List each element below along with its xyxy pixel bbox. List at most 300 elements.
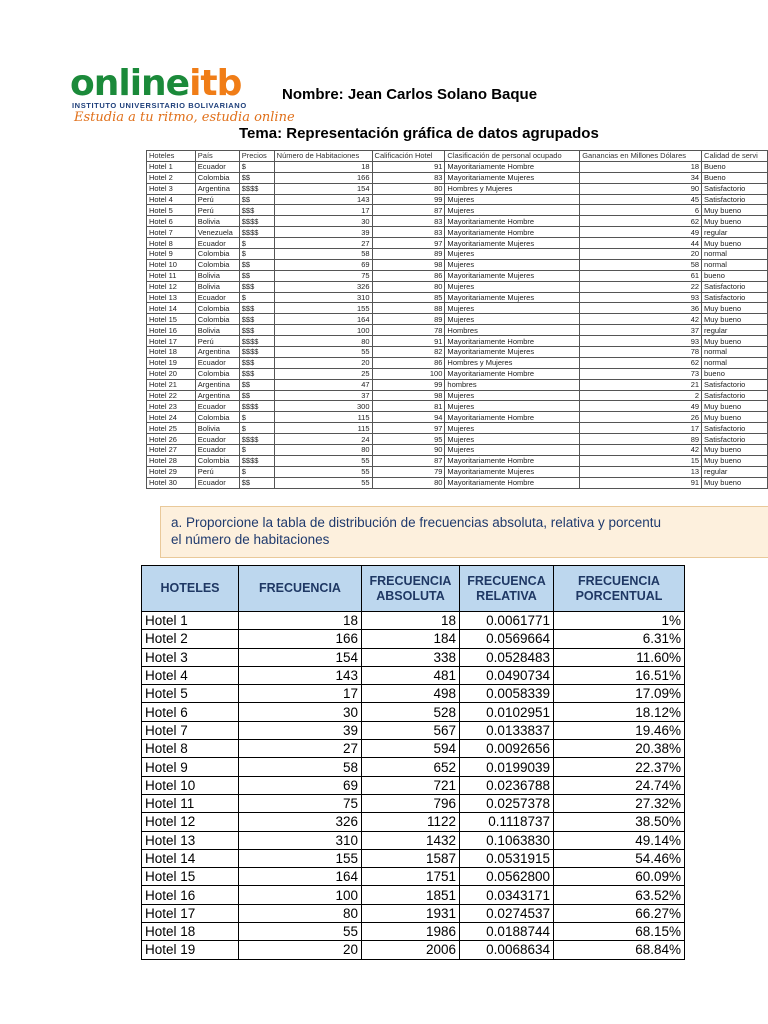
table-cell: 22.37% [554, 758, 685, 776]
table-cell: Mayoritariamente Mujeres [445, 292, 580, 303]
table-cell: 88 [372, 303, 445, 314]
table-cell: 55 [239, 923, 362, 941]
table-cell: Satisfactorio [702, 379, 768, 390]
table-cell: Hotel 20 [147, 368, 196, 379]
table-cell: $$ [239, 390, 274, 401]
table-cell: Mayoritariamente Mujeres [445, 172, 580, 183]
frequency-table-header-row [142, 566, 685, 612]
table-cell: 80 [239, 904, 362, 922]
table-row [147, 259, 768, 270]
table-row [147, 390, 768, 401]
table-cell: $$ [239, 194, 274, 205]
table-row [147, 445, 768, 456]
table-cell: Muy bueno [702, 314, 768, 325]
table-cell: bueno [702, 368, 768, 379]
table-cell: Muy bueno [702, 303, 768, 314]
table-row [147, 249, 768, 260]
table-cell: Ecuador [195, 434, 239, 445]
table-cell: Mayoritariamente Hombre [445, 227, 580, 238]
table-cell: Mayoritariamente Hombre [445, 368, 580, 379]
table-cell: Colombia [195, 259, 239, 270]
table-cell: 80 [274, 445, 372, 456]
table-row [142, 630, 685, 648]
table-row [147, 336, 768, 347]
table-cell: Mujeres [445, 423, 580, 434]
table-cell: Hotel 1 [147, 161, 196, 172]
table-cell: Satisfactorio [702, 423, 768, 434]
table-row [147, 368, 768, 379]
table-cell: Mujeres [445, 205, 580, 216]
table-cell: 0.0236788 [460, 776, 554, 794]
table-cell: Perú [195, 336, 239, 347]
table-cell: 45 [580, 194, 702, 205]
question-line-2: el número de habitaciones [171, 532, 330, 547]
table-cell: normal [702, 249, 768, 260]
table-cell: 24 [274, 434, 372, 445]
table-cell: Mujeres [445, 194, 580, 205]
table-cell: 55 [274, 477, 372, 488]
table-cell: $ [239, 292, 274, 303]
table-cell: 143 [239, 666, 362, 684]
table-cell: 25 [274, 368, 372, 379]
table-cell: 75 [239, 794, 362, 812]
table-cell: 69 [274, 259, 372, 270]
table-cell: 97 [372, 238, 445, 249]
table-cell: 0.0133837 [460, 721, 554, 739]
column-header: Clasificación de personal ocupado [445, 151, 580, 162]
table-cell: 42 [580, 445, 702, 456]
table-row [147, 325, 768, 336]
table-cell: Ecuador [195, 445, 239, 456]
table-cell: 567 [362, 721, 460, 739]
table-cell: Argentina [195, 347, 239, 358]
table-cell: Mujeres [445, 249, 580, 260]
table-cell: 17 [580, 423, 702, 434]
table-cell: Hotel 4 [142, 666, 239, 684]
table-cell: 78 [580, 347, 702, 358]
table-cell: 44 [580, 238, 702, 249]
table-cell: regular [702, 227, 768, 238]
table-cell: 18 [362, 612, 460, 630]
table-row [142, 758, 685, 776]
table-cell: 91 [580, 477, 702, 488]
table-cell: regular [702, 325, 768, 336]
table-cell: 18 [239, 612, 362, 630]
table-cell: Mujeres [445, 445, 580, 456]
table-cell: 154 [239, 648, 362, 666]
table-cell: $$$ [239, 205, 274, 216]
table-cell: 0.0199039 [460, 758, 554, 776]
table-row [147, 379, 768, 390]
table-cell: Mujeres [445, 314, 580, 325]
table-cell: Hotel 12 [147, 281, 196, 292]
table-cell: Hotel 2 [142, 630, 239, 648]
table-row [147, 194, 768, 205]
table-cell: $$$$ [239, 227, 274, 238]
table-cell: Hotel 28 [147, 455, 196, 466]
table-cell: 326 [274, 281, 372, 292]
table-cell: Hotel 11 [147, 270, 196, 281]
table-cell: Muy bueno [702, 238, 768, 249]
table-cell: 60.09% [554, 868, 685, 886]
table-cell: Muy bueno [702, 216, 768, 227]
table-row [147, 412, 768, 423]
frequency-table-body [142, 612, 685, 960]
table-cell: Ecuador [195, 161, 239, 172]
table-cell: 18 [580, 161, 702, 172]
table-cell: Hotel 7 [147, 227, 196, 238]
table-cell: 1751 [362, 868, 460, 886]
table-cell: 100 [372, 368, 445, 379]
table-cell: Hotel 11 [142, 794, 239, 812]
table-row [147, 401, 768, 412]
table-cell: 0.1118737 [460, 813, 554, 831]
table-cell: 18 [274, 161, 372, 172]
table-cell: Hotel 9 [147, 249, 196, 260]
table-cell: 166 [274, 172, 372, 183]
table-cell: 98 [372, 390, 445, 401]
table-row [147, 172, 768, 183]
table-row [142, 740, 685, 758]
table-cell: $ [239, 412, 274, 423]
table-cell: 310 [239, 831, 362, 849]
table-cell: 89 [580, 434, 702, 445]
table-cell: Hotel 17 [142, 904, 239, 922]
table-cell: Hotel 7 [142, 721, 239, 739]
table-cell: 20 [274, 357, 372, 368]
table-cell: Perú [195, 194, 239, 205]
table-cell: 27 [239, 740, 362, 758]
table-cell: 24.74% [554, 776, 685, 794]
table-cell: 55 [274, 455, 372, 466]
table-cell: 16.51% [554, 666, 685, 684]
table-cell: Muy bueno [702, 445, 768, 456]
table-cell: 100 [274, 325, 372, 336]
table-cell: 93 [580, 292, 702, 303]
table-cell: Colombia [195, 314, 239, 325]
table-cell: 1% [554, 612, 685, 630]
table-cell: Hotel 8 [142, 740, 239, 758]
table-cell: Muy bueno [702, 205, 768, 216]
table-cell: Satisfactorio [702, 434, 768, 445]
table-cell: 87 [372, 455, 445, 466]
table-row [142, 721, 685, 739]
table-cell: 184 [362, 630, 460, 648]
table-cell: Hotel 30 [147, 477, 196, 488]
table-cell: Hotel 10 [147, 259, 196, 270]
table-row [142, 904, 685, 922]
table-cell: Satisfactorio [702, 390, 768, 401]
table-cell: 27 [274, 238, 372, 249]
table-cell: Bueno [702, 172, 768, 183]
logo-subtitle: INSTITUTO UNIVERSITARIO BOLIVARIANO [72, 101, 247, 110]
table-cell: 155 [239, 849, 362, 867]
table-cell: Hotel 21 [147, 379, 196, 390]
table-cell: 164 [274, 314, 372, 325]
table-row [147, 314, 768, 325]
table-cell: 79 [372, 466, 445, 477]
table-row [147, 238, 768, 249]
table-cell: 0.0058339 [460, 685, 554, 703]
table-cell: Hotel 15 [142, 868, 239, 886]
table-cell: Bolivia [195, 270, 239, 281]
table-cell: 0.0092656 [460, 740, 554, 758]
table-cell: 1986 [362, 923, 460, 941]
table-cell: Hotel 13 [147, 292, 196, 303]
table-cell: Muy bueno [702, 412, 768, 423]
table-cell: $$ [239, 270, 274, 281]
table-cell: Bolivia [195, 216, 239, 227]
column-header: FRECUENCIA ABSOLUTA [362, 566, 460, 612]
table-cell: $$$ [239, 357, 274, 368]
table-cell: $$$$ [239, 401, 274, 412]
table-cell: $$ [239, 259, 274, 270]
table-row [142, 794, 685, 812]
table-cell: Argentina [195, 183, 239, 194]
table-cell: 68.15% [554, 923, 685, 941]
logo-slogan: Estudia a tu ritmo, estudia online [74, 110, 295, 125]
table-cell: 17.09% [554, 685, 685, 703]
table-cell: 83 [372, 216, 445, 227]
table-cell: Bolivia [195, 423, 239, 434]
table-cell: $$ [239, 172, 274, 183]
table-cell: Hombres [445, 325, 580, 336]
table-cell: 528 [362, 703, 460, 721]
table-cell: 93 [580, 336, 702, 347]
table-cell: 115 [274, 412, 372, 423]
table-cell: 652 [362, 758, 460, 776]
table-cell: 6.31% [554, 630, 685, 648]
table-cell: Colombia [195, 412, 239, 423]
table-cell: Perú [195, 466, 239, 477]
table-cell: Satisfactorio [702, 292, 768, 303]
table-cell: Hotel 27 [147, 445, 196, 456]
table-cell: 73 [580, 368, 702, 379]
table-cell: Hotel 16 [142, 886, 239, 904]
table-cell: 80 [372, 477, 445, 488]
table-cell: 481 [362, 666, 460, 684]
column-header: FRECUENCIA [239, 566, 362, 612]
table-cell: Mayoritariamente Mujeres [445, 270, 580, 281]
table-cell: 95 [372, 434, 445, 445]
column-header: Calidad de servi [702, 151, 768, 162]
table-cell: 1851 [362, 886, 460, 904]
question-line-1: a. Proporcione la tabla de distribución de frecuencias absoluta, relativa y porcentu [171, 515, 662, 530]
table-row [142, 886, 685, 904]
table-cell: Ecuador [195, 477, 239, 488]
table-cell: Bolivia [195, 325, 239, 336]
table-cell: 154 [274, 183, 372, 194]
table-cell: 97 [372, 423, 445, 434]
logo-word-itb: itb [189, 63, 242, 104]
data-table-body [147, 161, 768, 488]
table-cell: regular [702, 466, 768, 477]
table-cell: 17 [239, 685, 362, 703]
table-cell: Hotel 16 [147, 325, 196, 336]
table-cell: 2006 [362, 941, 460, 959]
table-cell: 19.46% [554, 721, 685, 739]
table-cell: Venezuela [195, 227, 239, 238]
table-cell: 1931 [362, 904, 460, 922]
table-cell: 0.0061771 [460, 612, 554, 630]
frequency-table [141, 565, 685, 960]
page-title: Tema: Representación gráfica de datos agrupados [239, 125, 599, 142]
table-cell: 42 [580, 314, 702, 325]
table-cell: 155 [274, 303, 372, 314]
table-cell: Muy bueno [702, 455, 768, 466]
table-cell: 30 [239, 703, 362, 721]
column-header: FRECUENCA RELATIVA [460, 566, 554, 612]
table-cell: 11.60% [554, 648, 685, 666]
table-row [147, 216, 768, 227]
table-cell: Hotel 14 [147, 303, 196, 314]
table-cell: 18.12% [554, 703, 685, 721]
table-cell: 86 [372, 357, 445, 368]
table-row [147, 303, 768, 314]
table-cell: 20.38% [554, 740, 685, 758]
table-cell: 13 [580, 466, 702, 477]
table-cell: $ [239, 238, 274, 249]
table-cell: Mayoritariamente Hombre [445, 477, 580, 488]
table-cell: bueno [702, 270, 768, 281]
table-cell: Ecuador [195, 357, 239, 368]
table-cell: 20 [580, 249, 702, 260]
table-row [147, 292, 768, 303]
table-row [142, 941, 685, 959]
table-cell: $$ [239, 379, 274, 390]
table-cell: Hombres y Mujeres [445, 357, 580, 368]
column-header: HOTELES [142, 566, 239, 612]
table-cell: Muy bueno [702, 336, 768, 347]
table-cell: Colombia [195, 368, 239, 379]
table-cell: $ [239, 249, 274, 260]
table-cell: Mayoritariamente Mujeres [445, 466, 580, 477]
table-row [147, 455, 768, 466]
table-cell: Hotel 4 [147, 194, 196, 205]
table-row [142, 703, 685, 721]
table-cell: 498 [362, 685, 460, 703]
table-row [142, 612, 685, 630]
table-cell: $$$$ [239, 347, 274, 358]
table-cell: 6 [580, 205, 702, 216]
table-cell: Hotel 8 [147, 238, 196, 249]
table-cell: Mujeres [445, 434, 580, 445]
table-cell: 594 [362, 740, 460, 758]
table-cell: Colombia [195, 455, 239, 466]
table-cell: Bueno [702, 161, 768, 172]
table-row [147, 205, 768, 216]
table-cell: Hotel 17 [147, 336, 196, 347]
table-cell: Hotel 3 [147, 183, 196, 194]
table-cell: 310 [274, 292, 372, 303]
table-cell: 1122 [362, 813, 460, 831]
table-cell: $$$ [239, 303, 274, 314]
table-cell: $ [239, 161, 274, 172]
table-cell: Hotel 18 [147, 347, 196, 358]
table-cell: 0.0274537 [460, 904, 554, 922]
column-header: Calificación Hotel [372, 151, 445, 162]
table-row [147, 357, 768, 368]
table-row [147, 466, 768, 477]
table-cell: Colombia [195, 172, 239, 183]
table-cell: 17 [274, 205, 372, 216]
table-cell: 0.0528483 [460, 648, 554, 666]
table-cell: Hotel 14 [142, 849, 239, 867]
table-cell: normal [702, 259, 768, 270]
table-cell: 27.32% [554, 794, 685, 812]
table-cell: 87 [372, 205, 445, 216]
table-cell: Argentina [195, 390, 239, 401]
table-cell: Mujeres [445, 303, 580, 314]
column-header: Ganancias en Millones Dólares [580, 151, 702, 162]
table-cell: 90 [580, 183, 702, 194]
table-cell: 99 [372, 379, 445, 390]
table-row [142, 648, 685, 666]
table-cell: normal [702, 347, 768, 358]
table-cell: Hotel 23 [147, 401, 196, 412]
table-cell: Satisfactorio [702, 183, 768, 194]
table-cell: 38.50% [554, 813, 685, 831]
table-cell: Hotel 15 [147, 314, 196, 325]
table-cell: 80 [372, 281, 445, 292]
table-cell: Hotel 3 [142, 648, 239, 666]
table-cell: 0.0343171 [460, 886, 554, 904]
table-row [142, 868, 685, 886]
hotel-data-table [146, 150, 768, 489]
table-cell: $ [239, 445, 274, 456]
table-row [142, 813, 685, 831]
data-table-header-row [147, 151, 768, 162]
table-cell: 58 [580, 259, 702, 270]
table-cell: Hotel 5 [142, 685, 239, 703]
table-cell: 164 [239, 868, 362, 886]
table-cell: 0.0562800 [460, 868, 554, 886]
table-row [147, 347, 768, 358]
logo-wordmark [70, 63, 242, 104]
table-cell: 0.0569664 [460, 630, 554, 648]
table-row [147, 477, 768, 488]
table-cell: $$$$ [239, 455, 274, 466]
table-cell: Mayoritariamente Hombre [445, 161, 580, 172]
table-cell: $$ [239, 477, 274, 488]
table-cell: 89 [372, 314, 445, 325]
table-cell: 98 [372, 259, 445, 270]
table-cell: Hotel 13 [142, 831, 239, 849]
table-cell: 85 [372, 292, 445, 303]
table-cell: Hotel 22 [147, 390, 196, 401]
table-cell: Satisfactorio [702, 281, 768, 292]
table-cell: Muy bueno [702, 477, 768, 488]
table-cell: 66.27% [554, 904, 685, 922]
table-cell: 91 [372, 336, 445, 347]
table-cell: 37 [580, 325, 702, 336]
table-row [142, 849, 685, 867]
table-cell: $ [239, 466, 274, 477]
table-cell: 0.0257378 [460, 794, 554, 812]
table-cell: 94 [372, 412, 445, 423]
table-row [147, 270, 768, 281]
table-cell: 143 [274, 194, 372, 205]
table-cell: Perú [195, 205, 239, 216]
table-cell: 36 [580, 303, 702, 314]
table-cell: 15 [580, 455, 702, 466]
table-cell: Hotel 19 [142, 941, 239, 959]
table-cell: 326 [239, 813, 362, 831]
table-cell: 68.84% [554, 941, 685, 959]
column-header: País [195, 151, 239, 162]
table-cell: 75 [274, 270, 372, 281]
table-cell: Hotel 12 [142, 813, 239, 831]
